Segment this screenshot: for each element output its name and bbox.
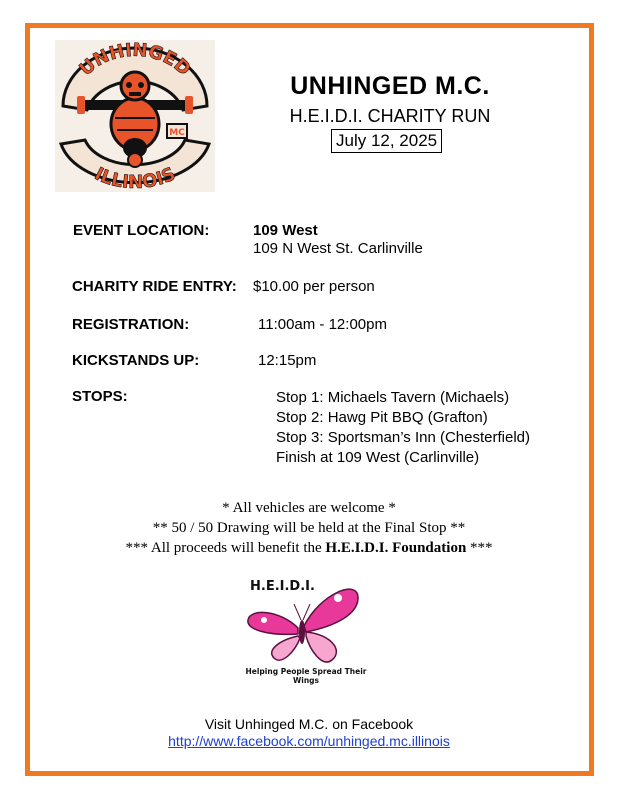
logo-bottom-text: ILLINOIS: [91, 163, 179, 192]
facebook-link[interactable]: http://www.facebook.com/unhinged.mc.illinois: [168, 733, 450, 749]
unhinged-mc-logo: [55, 40, 215, 192]
list-item: Stop 2: Hawg Pit BBQ (Grafton): [276, 409, 488, 426]
event-title: UNHINGED M.C.: [290, 72, 490, 100]
registration-label: REGISTRATION:: [72, 316, 190, 333]
logo-mc-badge: MC: [169, 128, 185, 138]
event-date: July 12, 2025: [331, 129, 442, 153]
note-proceeds-prefix: *** All proceeds will benefit the: [125, 540, 326, 556]
entry-label: CHARITY RIDE ENTRY:: [72, 278, 237, 295]
note-proceeds-suffix: ***: [466, 540, 493, 556]
event-notes: [40, 498, 578, 558]
entry-value: $10.00 per person: [253, 278, 375, 295]
note-proceeds: [40, 538, 578, 558]
list-item: Finish at 109 West (Carlinville): [276, 449, 480, 466]
list-item: Stop 1: Michaels Tavern (Michaels): [276, 389, 510, 406]
heidi-title: H.E.I.D.I.: [250, 579, 315, 594]
note-vehicles: * All vehicles are welcome *: [222, 500, 396, 516]
list-item: Stop 3: Sportsman’s Inn (Chesterfield): [276, 429, 531, 446]
facebook-text: Visit Unhinged M.C. on Facebook: [204, 716, 414, 732]
kickstands-value: 12:15pm: [258, 352, 317, 369]
stops-label: STOPS:: [72, 388, 128, 405]
location-name: 109 West: [253, 222, 318, 239]
heidi-tagline-1: Helping People Spread Their: [245, 667, 367, 676]
stops-list: [276, 388, 530, 468]
heidi-tagline-2: Wings: [292, 676, 320, 685]
location-address: 109 N West St. Carlinville: [253, 240, 423, 257]
note-proceeds-foundation: H.E.I.D.I. Foundation: [325, 540, 467, 556]
heidi-foundation-logo: [240, 574, 370, 686]
registration-value: 11:00am - 12:00pm: [258, 316, 387, 333]
butterfly-icon: [248, 589, 358, 662]
logo-top-text: UNHINGED: [75, 40, 195, 81]
event-subtitle: H.E.I.D.I. CHARITY RUN: [289, 106, 491, 126]
kickstands-label: KICKSTANDS UP:: [72, 352, 200, 369]
note-drawing: ** 50 / 50 Drawing will be held at the Final Stop **: [152, 520, 466, 536]
location-label: EVENT LOCATION:: [73, 222, 210, 239]
